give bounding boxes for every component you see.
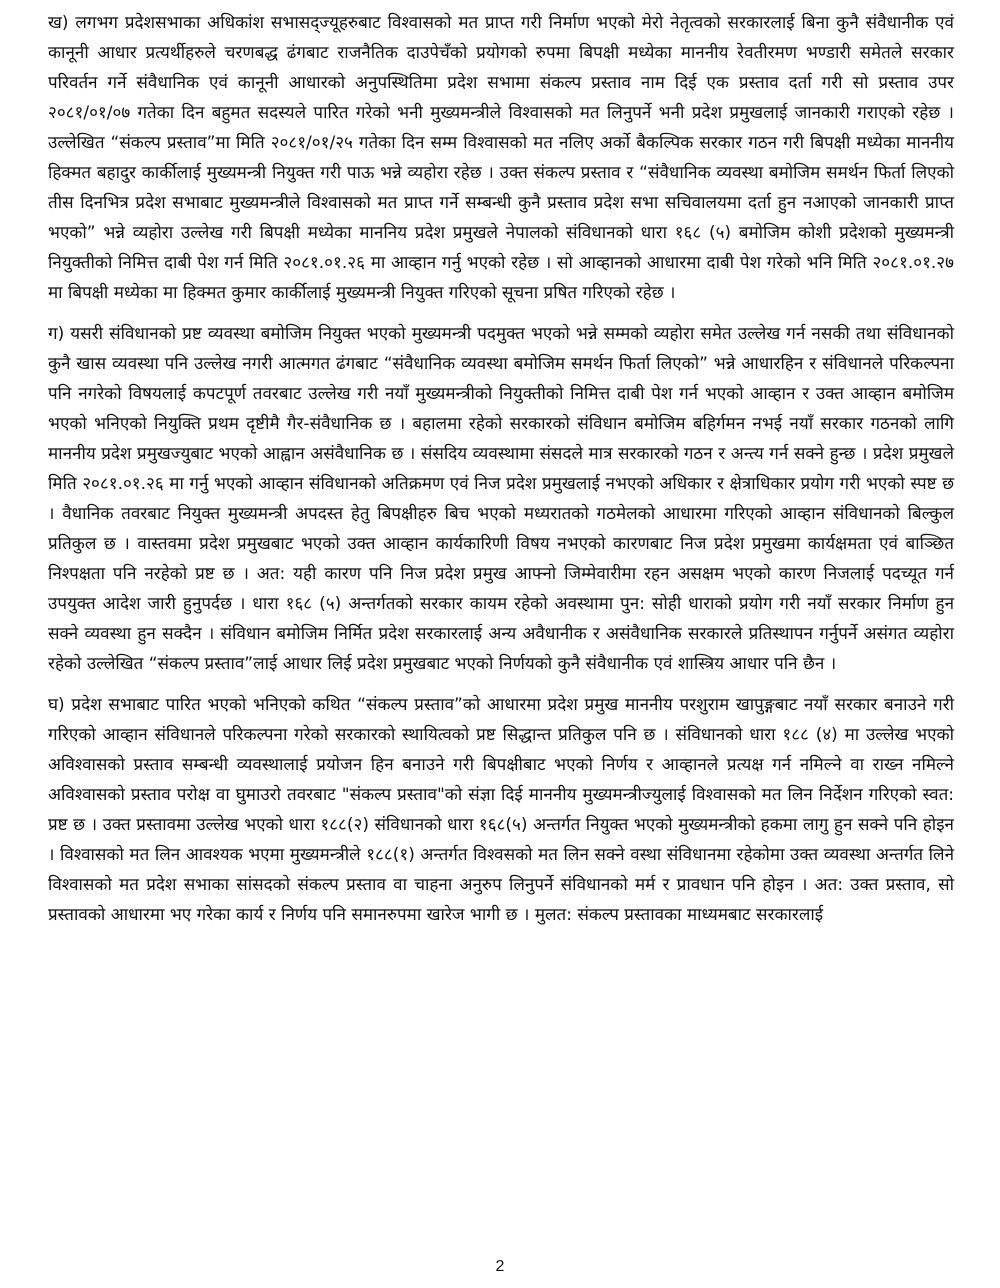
paragraph-gha: घ) प्रदेश सभाबाट पारित भएको भनिएको कथित “संकल्प प्रस्ताव”को आधारमा प्रदेश प्रमुख माननीय परशुराम खापुङ्गबाट नयाँ सरकार बनाउने गरी गरिएको आव्हान संविधानले परिकल्पना गरेको सरकारको स्थायित्वको प्रष्ट सिद्धान्त प्रतिकुल पनि छ । संविधानको धारा १८८ (४) मा उल्लेख भएको अविश्वासको प्रस्ताव सम्बन्धी व्यवस्थालाई प्रयोजन हिन बनाउने गरी बिपक्षीबाट भएको निर्णय र आव्हानले प्रत्यक्ष गर्न नमिल्ने वा राख्न नमिल्ने अविश्वासको प्रस्ताव परोक्ष वा घुमाउरो तवरबाट "संकल्प प्रस्ताव"को संज्ञा दिई माननीय मुख्यमन्त्रीज्युलाई विश्वासको मत लिन निर्देशन गरिएको स्वत: प्रष्ट छ । उक्त प्रस्तावमा उल्लेख भएको धारा १८८(२) संविधानको धारा १६८(५) अन्तर्गत नियुक्त भएको मुख्यमन्त्रीको हकमा लागु हुन सक्ने पनि होइन । विश्वासको मत लिन आवश्यक भएमा मुख्यमन्त्रीले १८८(१) अन्तर्गत विश्वसको मत लिन सक्ने वस्था संविधानमा रहेकोमा उक्त व्यवस्था अन्तर्गत लिने विश्वासको मत प्रदेश सभाका सांसदको संकल्प प्रस्ताव वा चाहना अनुरुप लिनुपर्ने संविधानको मर्म र प्रावधान पनि होइन । अत: उक्त प्रस्ताव, सो प्रस्तावको आधारमा भए गरेका कार्य र निर्णय पनि समानरुपमा खारेज भागी छ । मुलत: संकल्प प्रस्तावका माध्यमबाट सरकारलाई: [48, 695, 954, 925]
page-number: 2: [495, 1258, 505, 1275]
paragraph-ga: ग) यसरी संविधानको प्रष्ट व्यवस्था बमोजिम नियुक्त भएको मुख्यमन्त्री पदमुक्त भएको भन्ने सम्मको व्यहोरा समेत उल्लेख गर्न नसकी तथा संविधानको कुनै खास व्यवस्था पनि उल्लेख नगरी आत्मगत ढंगबाट “संवैधानिक व्यवस्था बमोजिम समर्थन फिर्ता लिएको” भन्ने आधारहिन र संविधानले परिकल्पना पनि नगरेको विषयलाई कपटपूर्ण तवरबाट उल्लेख गरी नयाँ मुख्यमन्त्रीको नियुक्तीको निमित्त दाबी पेश गर्न भएको आव्हान र उक्त आव्हान बमोजिम भएको भनिएको नियुक्ति प्रथम दृष्टीमै गैर-संवैधानिक छ । बहालमा रहेको सरकारको संविधान बमोजिम बहिर्गमन नभई नयाँ सरकार गठनको लागि माननीय प्रदेश प्रमुखज्युबाट भएको आह्वान असंवैधानिक छ । संसदिय व्यवस्थामा संसदले मात्र सरकारको गठन र अन्त्य गर्न सक्ने हुन्छ । प्रदेश प्रमुखले मिति २०८१.०१.२६ मा गर्नु भएको आव्हान संविधानको अतिक्रमण एवं निज प्रदेश प्रमुखलाई नभएको अधिकार र क्षेत्राधिकार प्रयोग गरी भएको स्पष्ट छ । वैधानिक तवरबाट नियुक्त मुख्यमन्त्री अपदस्त हेतु बिपक्षीहरु बिच भएको मध्यरातको गठमेलको आधारमा गरिएको आव्हान संविधानको बिल्कुल प्रतिकुल छ । वास्तवमा प्रदेश प्रमुखबाट भएको उक्त आव्हान कार्यकारिणी विषय नभएको कारणबाट निज प्रदेश प्रमुखमा कार्यक्षमता एवं बाञ्छित निश्पक्षता पनि नरहेको प्रष्ट छ । अत: यही कारण पनि निज प्रदेश प्रमुख आफ्नो जिम्मेवारीमा रहन असक्षम भएको कारण निजलाई पदच्यूत गर्न उपयुक्त आदेश जारी हुनुपर्दछ । धारा १६८ (५) अन्तर्गतको सरकार कायम रहेको अवस्थामा पुन: सोही धाराको प्रयोग गरी नयाँ सरकार निर्माण हुन सक्ने व्यवस्था हुन सक्दैन । संविधान बमोजिम निर्मित प्रदेश सरकारलाई अन्य अवैधानीक र असंवैधानिक सरकारले प्रतिस्थापन गर्नुपर्ने असंगत व्यहोरा रहेको उल्लेखित “संकल्प प्रस्ताव”लाई आधार लिई प्रदेश प्रमुखबाट भएको निर्णयको कुनै संवैधानीक एवं शास्त्रिय आधार पनि छैन ।: [48, 324, 954, 674]
document-page: [48, 8, 954, 941]
paragraph-kha: ख) लगभग प्रदेशसभाका अधिकांश सभासद्ज्यूहरुबाट विश्वासको मत प्राप्त गरी निर्माण भएको मेरो नेतृत्वको सरकारलाई बिना कुनै संवैधानीक एवं कानूनी आधार प्रत्यर्थीहरुले चरणबद्ध ढंगबाट राजनैतिक दाउपेचँको प्रयोगको रुपमा बिपक्षी मध्येका माननीय रेवतीरमण भण्डारी समेतले सरकार परिवर्तन गर्ने संवैधानिक एवं कानूनी आधारको अनुपस्थितिमा प्रदेश सभामा संकल्प प्रस्ताव नाम दिई एक प्रस्ताव दर्ता गरी सो प्रस्ताव उपर २०८१/०१/०७ गतेका दिन बहुमत सदस्यले पारित गरेको भनी मुख्यमन्त्रीले विश्वासको मत लिनुपर्ने भनी प्रदेश प्रमुखलाई जानकारी गराएको रहेछ । उल्लेखित “संकल्प प्रस्ताव”मा मिति २०८१/०१/२५ गतेका दिन सम्म विश्वासको मत नलिए अर्को बैकल्पिक सरकार गठन गरी बिपक्षी मध्येका माननीय हिक्मत बहादुर कार्कीलाई मुख्यमन्त्री नियुक्त गरी पाऊ भन्ने व्यहोरा रहेछ । उक्त संकल्प प्रस्ताव र “संवैधानिक व्यवस्था बमोजिम समर्थन फिर्ता लिएको तीस दिनभित्र प्रदेश सभाबाट मुख्यमन्त्रीले विश्वासको मत प्राप्त गर्ने सम्बन्धी कुनै प्रस्ताव प्रदेश सभा सचिवालयमा दर्ता हुन नआएको जानकारी प्राप्त भएको” भन्ने व्यहोरा उल्लेख गरी बिपक्षी मध्येका माननिय प्रदेश प्रमुखले नेपालको संविधानको धारा १६८ (५) बमोजिम कोशी प्रदेशको मुख्यमन्त्री नियुक्तीको निमित्त दाबी पेश गर्न मिति २०८१.०१.२६ मा आव्हान गर्नु भएको रहेछ । सो आव्हानको आधारमा दाबी पेश गरेको भनि मिति २०८१.०१.२७ मा बिपक्षी मध्येका मा हिक्मत कुमार कार्कीलाई मुख्यमन्त्री नियुक्त गरिएको सूचना प्रषित गरिएको रहेछ ।: [48, 13, 954, 303]
